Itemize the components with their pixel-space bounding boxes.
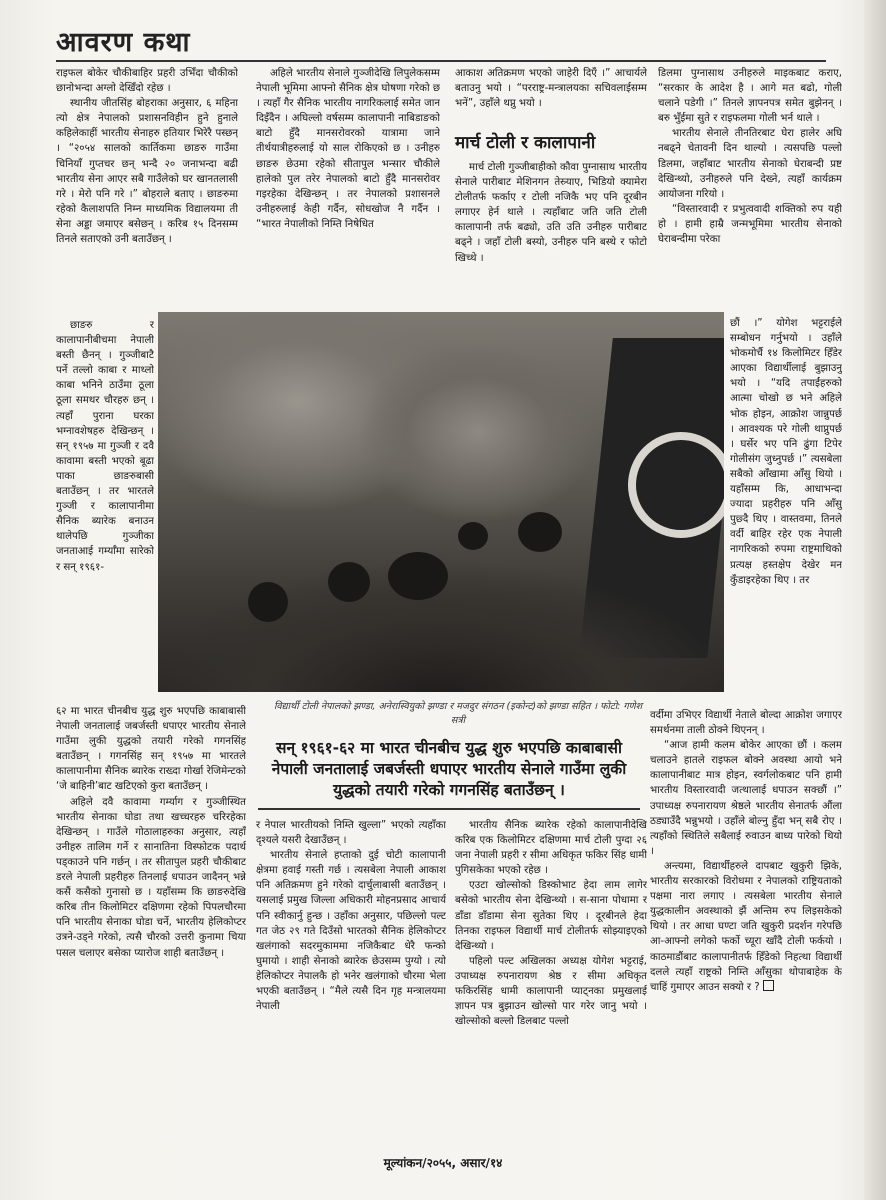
paragraph: भारतीय सेनाले तीनतिरबाट घेरा हालेर अघि नबढ्ने चेतावनी दिन थाल्यो । त्यसपछि पल्लो डिलमा, जहाँबाट भारतीय सेनाको घेराबन्दी प्रष्ट देखिन्थ्यो, उनीहरुले पनि देख्ने, त्यहाँ कार्यक्रम आयोजना गरियो । <box>658 128 842 200</box>
protest-photo <box>158 312 724 692</box>
column-1-top <box>56 66 238 316</box>
column-1-narrow <box>56 318 154 702</box>
paragraph: मार्च टोली गुञ्जीबाहीको कौवा पुग्नासाथ भारतीय सेनाले पारीबाट मेशिनगन तेस्र्याए, भिडियो क्यामेरा टोलीतर्फ फर्काए र टोली नजिकै भए पनि दूरबीन लगाएर हेर्न थाले । त्यहाँबाट जति जति टोली कालापानी तर्फ बढ्यो, उति उति उनीहरु पारीबाट बढ्ने । जहाँ टोली बस्यो, उनीहरु पनि बस्थे र फोटो खिच्थे । <box>455 162 647 264</box>
paragraph: अहिले दवै कावामा गर्म्याग र गुञ्जीस्थित भारतीय सेनाका घोडा तथा खच्चरहरु चरिरहेका देखिन्छन् । गाउँले गोठालाहरुका अनुसार, त्यहाँ उनीहरु तालिम गर्ने र सानातिना विस्फोटक पदार्थ पड्काउने पनि गर्छन् । तर सीतापुल प्रहरी चौकीबाट डरले नेपाली प्रहरीहरु तिनलाई धपाउन जादैनन् भन्ने कसैं कसैको गुनासो छ । यहाँसम्म कि छाङरुदेखि करिब तीन किलोमिटर दक्षिणमा रहेको पिपलचौरमा पनि भारतीय सेनाका घोडा चर्ने, भारतीय हेलिकोप्टर उत्रने-उड्ने गरेको, त्यसै चौरको उत्तरी कुनामा चिया पसल चलाएर बसेका प्यारोज शाही बताउँछन् । <box>56 796 246 959</box>
paragraph: भारतीय सैनिक ब्यारेक रहेको कालापानीदेखि करिब एक किलोमिटर दक्षिणमा मार्च टोली पुग्दा २६ जना नेपाली प्रहरी र सीमा अधिकृत फकिर सिंह धामी पुगिसकेका भएको रहेछ । <box>455 820 647 877</box>
column-3-mid <box>455 160 647 310</box>
column-1-bottom <box>56 704 246 1120</box>
paragraph: छौं ।” योगेश भट्टराईले सम्बोधन गर्नुभयो । उहाँले भोकमोर्चै १४ किलोमिटर हिँडेर आएका विद्यार्थीलाई बुझाउनु भयो । “यदि तपाईंहरुको आत्मा चोखो छ भने अहिले भोक होइन, आक्रोश जान्नुपर्छ । आवश्यक परे गोली थाप्नुपर्छ । घर्सेर भए पनि ढुंगा टिपेर गोलीसंग जुध्नुपर्छ ।” त्यसबेला सबैको आँखामा आँसु थियो । यहाँसम्म कि, आधाभन्दा ज्यादा प्रहरीहरु पनि आँसु पुछ्दै थिए । वास्तवमा, तिनले वर्दी बाहिर रहेर एक नेपाली नागरिकको रुपमा राष्ट्रमाथिको प्रत्यक्ष हस्तक्षेप देखेर मन कुँडाइरहेका थिए । तर <box>730 318 842 586</box>
column-4-bottom <box>650 708 842 1120</box>
paragraph: र नेपाल भारतीयको निम्ति खुल्ला” भएको त्यहाँका दृश्यले यसरी देखाउँछन् । <box>256 820 446 847</box>
photo-caption: विद्यार्थी टोली नेपालको झण्डा, अनेरास्वियुको झण्डा र मजदुर संगठन (इकोन्ट)को झण्डा सहित । फोटो: गणेश सत्री <box>273 701 643 726</box>
paragraph: ६२ मा भारत चीनबीच युद्ध शुरु भएपछि काबाबासी नेपाली जनतालाई जबर्जस्ती धपाएर भारतीय सेनाले गाउँमा लुकी युद्धको तयारी गरेको गगनसिंह बताउँछन् । गगनसिंह सन् १९५७ मा भारतले कालापानीमा सैनिक ब्यारेक राख्दा गोर्खा रेजिमेन्टको ‘जे बाहिनी’बाट खटिएको कुरा बताउँछन् । <box>56 706 246 793</box>
paragraph: “आज हामी कलम बोकेर आएका छौं । कलम चलाउने हातले राइफल बोक्ने अवस्था आयो भने कालापानीबाट मात्र होइन, स्वर्गलोकबाट पनि हामी भारतीय विस्तारवादी जत्थालाई धपाउन सक्छौं ।” उपाध्यक्ष रुपनारायण श्रेष्ठले भारतीय सेनातर्फ औंला ठड्याउँदै भन्नुभयो । उहाँले बोल्नु हुँदा भन् सबै रोए । त्यहाँको स्थितिले सबैलाई रुवाउन बाध्य पारेको थियो । <box>650 740 842 857</box>
paragraph: डिलमा पुग्नासाथ उनीहरुले माइकबाट कराए, “सरकार के आदेश है । आगे मत बढो, गोली चलाने पडेगी ।” तिनले ज्ञापनपत्र समेत बुझेनन् । बरु भुँईमा सुते र राइफलमा गोली भर्न थाले । <box>658 68 842 125</box>
paragraph: छाङरु र कालापानीबीचमा नेपाली बस्ती छैनन् । गुञ्जीबाटै पर्ने तल्लो काबा र माथ्लो काबा भनिने ठाउँमा ठूला ठूला समथर चौरहरु छन् । त्यहाँ पुराना घरका भग्नावशेषहरु देखिन्छन् । सन् १९५७ मा गुञ्जी र दवै कावामा बस्ती भएको बूढा पाका छाङरुबासी बताउँछन् । तर भारतले गुञ्जी र कालापानीमा सैनिक ब्यारेक बनाउन थालेपछि गुञ्जीका जनताआई गर्म्याँमा सारेको र सन् १९६१- <box>56 320 154 573</box>
column-4-narrow <box>730 316 842 696</box>
title-rule <box>56 60 826 62</box>
paragraph: स्थानीय जीतसिंह बोहराका अनुसार, ६ महिना त्यो क्षेत्र नेपालको प्रशासनविहीन हुने हुनाले कहिलेकाहीं भारतीय सेनाहरु हतियार भिरेरै पस्छन् । “२०५४ सालको कार्तिकमा छाङरु गाउँमा चिनियाँ गुप्तचर छन् भन्दै २० जनाभन्दा बढी भारतीय सेना आएर सबै गाउँलेको घर खानतलासी गरे । मेरो पनि गरे ।” बोहराले बताए । छाङरुमा रहेको कैलाशपति निम्न माध्यमिक विद्यालयमा ती सेना अड्डा जमाएर बसेछन् । करिब १५ दिनसम्म तिनले सताएको उनी बताउँछन् । <box>56 98 238 246</box>
paragraph: “विस्तारवादी र प्रभुत्ववादी शक्तिको रुप यही हो । हामी हाम्रै जन्मभूमिमा भारतीय सेनाको घेराबन्दीमा परेका <box>658 203 842 246</box>
subheading-march-team: मार्च टोली र कालापानी <box>455 133 596 153</box>
end-mark-icon <box>763 980 774 991</box>
paragraph: राइफल बोकेर चौकीबाहिर प्रहरी उभिँदा चौकीको छानोभन्दा अग्लो देखिँदो रहेछ । <box>56 68 238 95</box>
paragraph: पहिलो पल्ट अखिलका अध्यक्ष योगेश भट्टराई, उपाध्यक्ष रुपनारायण श्रेष्ठ र सीमा अधिकृत फकिरसिंह धामी कालापानी प्याट्नका प्रमुखलाई ज्ञापन पत्र बुझाउन खोल्सो पार गरेर जानु भयो । खोल्सोको बल्लो डिलबाट पल्लो <box>455 955 647 1028</box>
paragraph: अन्त्यमा, विद्यार्थीहरुले दापबाट खुकुरी झिके, भारतीय सरकारको विरोधमा र नेपालको राष्ट्रियताको पक्षमा नारा लगाए । त्यसबेला भारतीय सेनाले युद्धकालीन अवस्थाको झैं अन्तिम रुप लिइसकेको थियो । तर आधा घण्टा जति खुकुरी प्रदर्शन गरेपछि आ-आफ्नो लगेको फर्को च्यूरा खाँदै टोली फर्कयो । काठमाडौंबाट कालापानीतर्फ हिँडेको निहत्था विद्यार्थी दलले त्यहाँ राष्ट्रको निम्ति आँसुका थोपाबाहेक के चाहिं गुमाएर आउन सक्यो र ? <box>650 860 842 993</box>
page-spine <box>864 0 886 1200</box>
paragraph: भारतीय सेनाले हप्ताको दुई चोटी कालापानी क्षेत्रमा हवाई गस्ती गर्छ । त्यसबेला नेपाली आकाश पनि अतिक्रमण हुने गरेको दार्चुलाबासी बताउँछन् । यसलाई प्रमुख जिल्ला अधिकारी मोहनप्रसाद आचार्य पनि स्वीकार्नु हुन्छ । उहाँका अनुसार, पछिल्लो पल्ट गत जेठ २९ गते दिउँसो भारतको सैनिक हेलिकोप्टर खलंगाको सदरमुकाममा नजिकैबाट धेरै फन्को घुमायो । शाही सेनाको ब्यारेक छेउसम्म पुग्यो । त्यो हेलिकोप्टर नेपालकै हो भनेर खलंगाको चौरमा भेला भएकी बताउँछन् । “मैले त्यसै दिन गृह मन्त्रालयमा नेपाली <box>256 850 446 1013</box>
paragraph: एउटा खोल्सोको डिस्कोभाट हेदा लाम लागेर बसेको भारतीय सेना देखिन्थ्यो । स-साना पोधामा र डाँडा डाँडामा सेना सुतेका थिए । दूरबीनले हेदा तिनका राइफल विद्यार्थी मार्च टोलीतर्फ सोझ्याइएको देखिन्थ्यो । <box>455 880 647 952</box>
paragraph: वर्दीमा उभिएर विद्यार्थी नेताले बोल्दा आक्रोश जगाएर समर्थनमा ताली ठोक्ने थिएनन् । <box>650 710 842 737</box>
column-4-top <box>658 66 842 312</box>
page-footer: मूल्यांकन/२०५५, असार/१४ <box>383 1156 503 1170</box>
column-2-bottom <box>256 818 446 1120</box>
paragraph: अहिले भारतीय सेनाले गुञ्जीदेखि लिपुलेकसम्म नेपाली भूमिमा आफ्नो सैनिक क्षेत्र घोषणा गरेको छ । त्यहाँ गैर सैनिक भारतीय नागरिकलाई समेत जान दिइँदैन । अघिल्लो वर्षसम्म कालापानी नाबिडाङको बाटो हुँदै मानसरोवरको यात्रामा जाने तीर्थयात्रीहरुलाई यो साल रोकिएको छ । उनीहरु छाङरु छेउमा रहेको सीतापुल भन्सार चौकीले हालेको पुल तरेर नेपालको बाटो हुँदै मानसरोवर गइरहेका देखिन्छन् । तर नेपालको प्रशासनले उनीहरुलाई केही गर्दैन, सोधखोज नै गर्दैन । “भारत नेपालीको निम्ति निषेधित <box>256 68 440 230</box>
pull-quote-rule <box>258 808 640 810</box>
section-title: आवरण कथा <box>56 27 191 58</box>
column-3-top <box>455 66 647 130</box>
pull-quote: सन् १९६१-६२ मा भारत चीनबीच युद्ध शुरु भएपछि काबाबासी नेपाली जनतालाई जबर्जस्ती धपाएर भारतीय सेनाले गाउँमा लुकी युद्धको तयारी गरेको गगनसिंह बताउँछन् । <box>271 739 627 799</box>
crowd-shadow <box>158 492 724 692</box>
column-3-bottom <box>455 818 647 1120</box>
column-2-top <box>256 66 440 310</box>
paragraph: आकाश अतिक्रमण भएको जाहेरी दिएँ ।” आचार्यले बताउनु भयो । “परराष्ट्र-मन्त्रालयका सचिवलाईसम्म भनें”, उहाँले थप्नु भयो । <box>455 68 647 110</box>
